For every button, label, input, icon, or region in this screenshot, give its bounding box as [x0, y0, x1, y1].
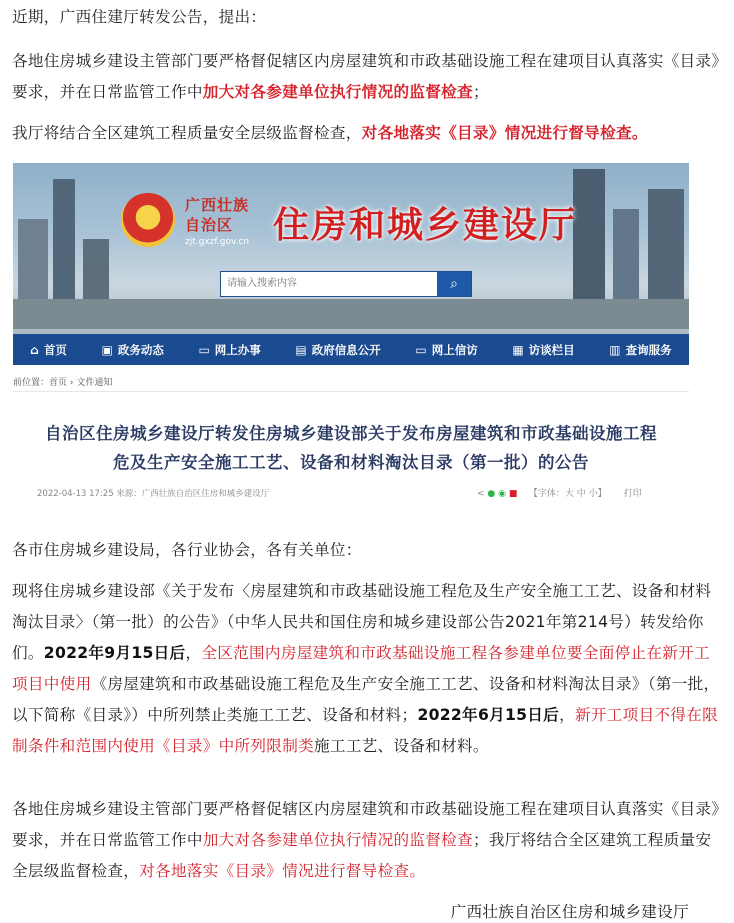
p2-highlight: 对各地落实《目录》情况进行督导检查。 [361, 124, 648, 142]
signature: 广西壮族自治区住房和城乡建设厅 [450, 903, 689, 921]
site-url: zjt.gxzf.gov.cn [185, 237, 250, 247]
website-banner-screenshot [13, 163, 689, 365]
article-title: 自治区住房城乡建设厅转发住房城乡建设部关于发布房屋建筑和市政基础设施工程 危及生产安全施工工艺、设备和材料淘汰目录（第一批）的公告 [45, 424, 657, 472]
chat-icon: ▦ [512, 342, 524, 357]
paragraph-4: 现将住房城乡建设部《关于发布〈房屋建筑和市政基础设施工程危及生产安全施工工艺、设备和材料淘汰目录〉（第一批）的公告》（中华人民共和国住房和城乡建设部公告2021年第214号）转发给你们。2022年9月15日后，全区范围内房屋建筑和市政基础设施工程各参建单位要全面停止在新开工项目中使用《房屋建筑和市政基础设施工程危及生产安全施工工艺、设备和材料淘汰目录》（第一批，以下简称《目录》）中所列禁止类施工工艺、设备和材料；2022年6月15日后，新开工项目不得在限制条件和范围内使用《目录》中所列限制类施工工艺、设备和材料。 [12, 582, 720, 755]
news-icon: ▣ [101, 342, 113, 357]
monitor-icon: ▭ [415, 342, 427, 357]
nav-item-info-disclosure[interactable]: ▤ 政府信息公开 [295, 342, 381, 357]
monitor-icon: ▭ [198, 342, 210, 357]
paragraph-5: 各地住房城乡建设主管部门要严格督促辖区内房屋建筑和市政基础设施工程在建项目认真落实《目录》要求，并在日常监管工作中加大对各参建单位执行情况的监督检查；我厅将结合全区建筑工程质量安全层级监督检查，对各地落实《目录》情况进行督导检查。 [12, 800, 720, 880]
site-name: 住房和城乡建设厅 [273, 205, 578, 246]
intro-text: 近期，广西住建厅转发公告，提出： [12, 8, 267, 26]
magnifier-icon: ⌕ [450, 276, 458, 292]
nav-item-interview[interactable]: ▦ 访谈栏目 [512, 342, 575, 357]
article-meta: 2022-04-13 17:25 来源：广西壮族自治区住房和城乡建设厅 [37, 489, 270, 499]
p1-end: ； [472, 83, 489, 101]
moments-icon[interactable]: ◉ [498, 489, 507, 499]
nav-item-petition[interactable]: ▭ 网上信访 [415, 342, 478, 357]
breadcrumb[interactable]: 前位置：首页 › 文件通知 [13, 378, 113, 388]
p1-text: 各地住房城乡建设主管部门要严格督促辖区内房屋建筑和市政基础设施工程在建项目认真落实《目录》要求，并在日常监管工作中 [12, 52, 720, 101]
search-button[interactable] [437, 272, 471, 296]
wechat-icon[interactable]: ● [487, 489, 496, 499]
article-tools [477, 486, 642, 499]
paragraph-1 [12, 46, 722, 108]
print-link[interactable]: 打印 [623, 489, 642, 499]
national-emblem-icon: ★ [121, 193, 175, 247]
salutation: 各市住房城乡建设局，各行业协会，各有关单位： [12, 541, 362, 559]
intro-paragraph [12, 2, 722, 33]
info-icon: ▤ [295, 342, 307, 357]
site-logo[interactable] [113, 185, 593, 255]
nav-bar [13, 334, 689, 365]
nav-item-home[interactable]: ⌂ 首页 [30, 342, 67, 357]
nav-item-query[interactable]: ▥ 查询服务 [609, 342, 672, 357]
home-icon: ⌂ [30, 342, 39, 357]
nav-item-online-service[interactable]: ▭ 网上办事 [198, 342, 261, 357]
share-icon[interactable]: < [477, 489, 485, 499]
p1-highlight: 加大对各参建单位执行情况的监督检查 [202, 83, 473, 101]
font-size-control[interactable]: 【字体：大 中 小】 [528, 489, 607, 499]
search-box [220, 271, 472, 297]
nav-item-news[interactable]: ▣ 政务动态 [101, 342, 164, 357]
query-icon: ▥ [609, 342, 621, 357]
search-input[interactable] [221, 272, 431, 294]
province-name: 广西壮族 自治区 [185, 196, 250, 234]
weibo-icon[interactable]: ■ [508, 489, 518, 499]
divider [13, 391, 689, 392]
paragraph-2 [12, 118, 722, 149]
paragraph-3 [12, 535, 722, 566]
p2-text: 我厅将结合全区建筑工程质量安全层级监督检查， [12, 124, 362, 142]
